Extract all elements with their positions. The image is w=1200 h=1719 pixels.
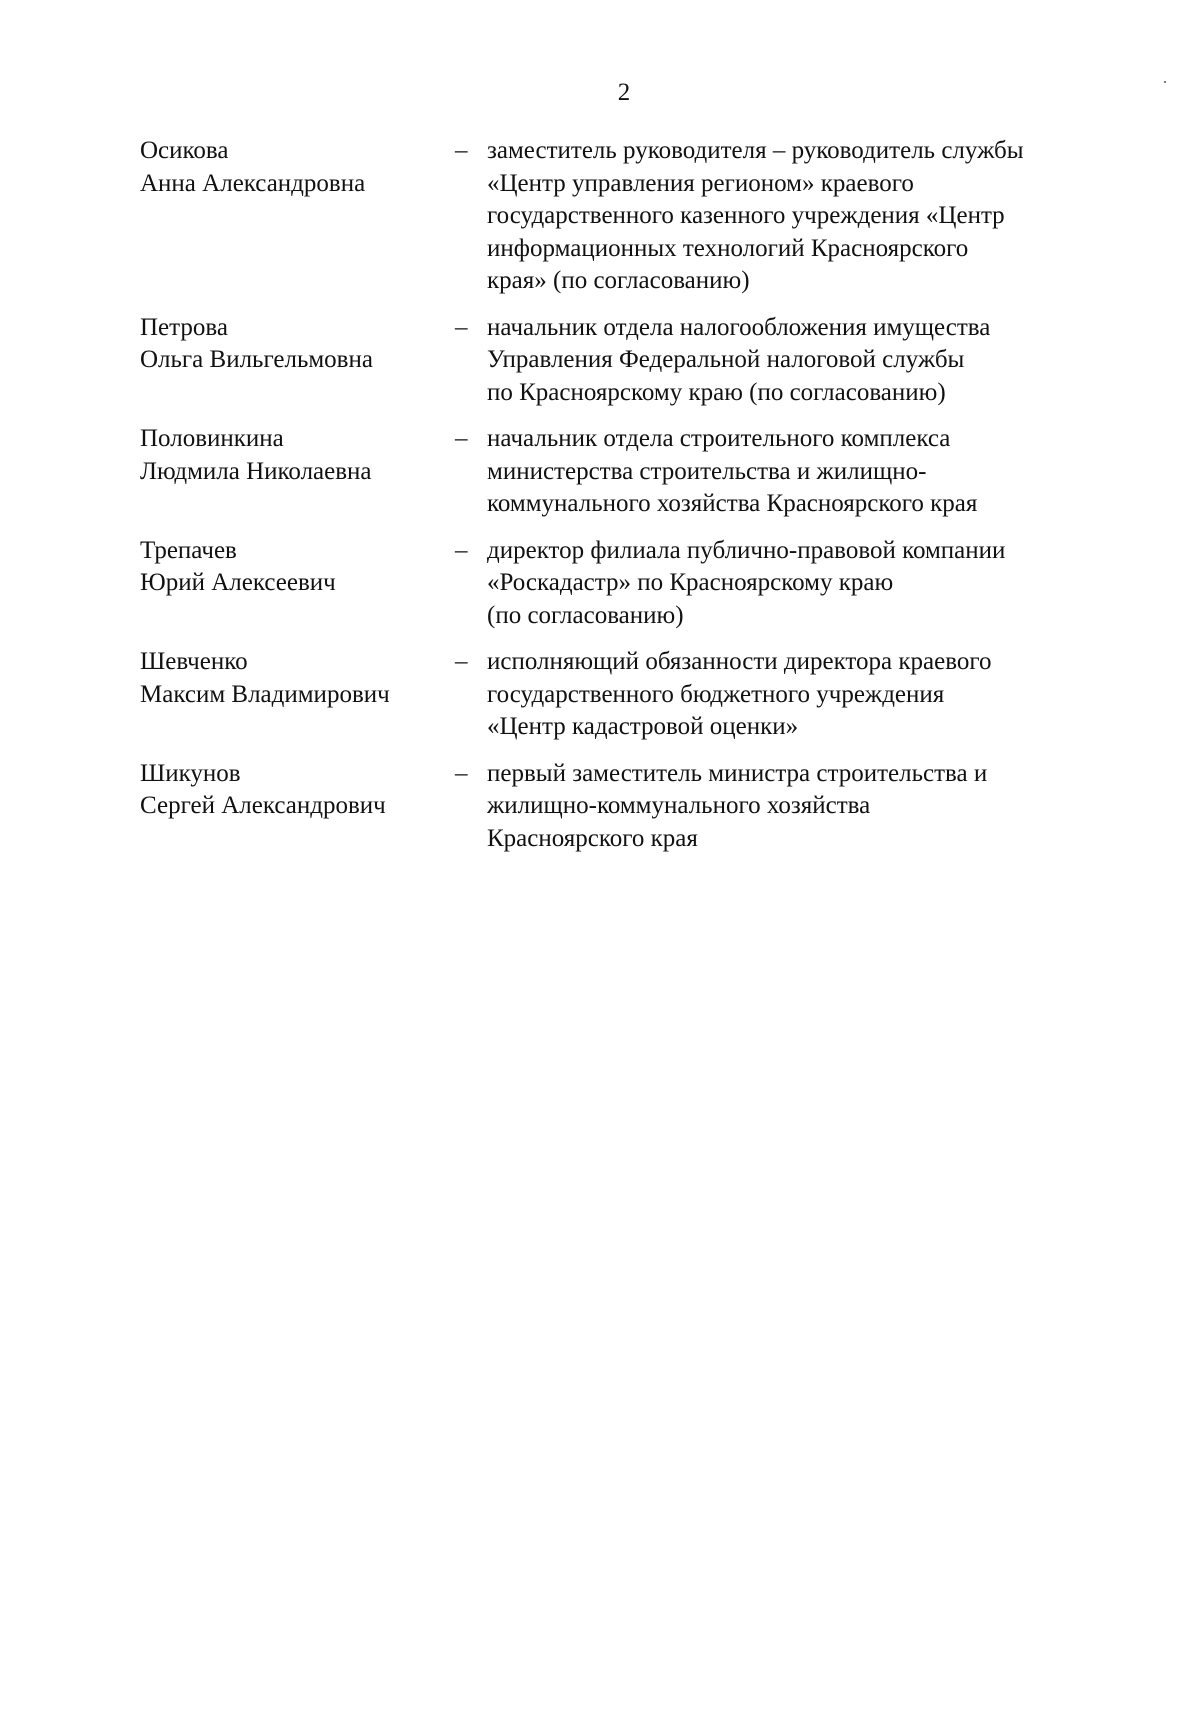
- position-line: начальник отдела строительного комплекса: [487, 425, 951, 452]
- member-given-names: Юрий Алексеевич: [140, 569, 336, 596]
- position-line: (по согласованию): [487, 601, 684, 629]
- member-name: [140, 646, 455, 744]
- position-line: директор филиала публично-правовой компании: [487, 536, 1006, 564]
- page-number: 2: [617, 79, 631, 106]
- position-line: по Красноярскому краю (по согласованию): [487, 378, 946, 406]
- member-position: [487, 423, 1140, 521]
- position-line: коммунального хозяйства Красноярского края: [487, 490, 978, 517]
- member-entry: [140, 312, 1140, 410]
- position-line: государственного казенного учреждения «Центр: [487, 202, 1005, 229]
- position-line: начальник отдела налогообложения имущества: [487, 313, 991, 341]
- member-name: [140, 423, 455, 521]
- member-given-names: Сергей Александрович: [140, 792, 386, 819]
- position-line: «Роскадастр» по Красноярскому краю: [487, 569, 894, 596]
- member-dash: –: [455, 759, 468, 787]
- member-entry: [140, 646, 1140, 744]
- position-line: «Центр управления регионом» краевого: [487, 169, 914, 197]
- member-entry: [140, 758, 1140, 856]
- position-line: края» (по согласованию): [487, 267, 750, 294]
- member-surname: Половинкина: [140, 425, 284, 452]
- position-line: министерства строительства и жилищно-: [487, 457, 927, 485]
- member-dash: –: [455, 648, 468, 675]
- member-given-names: Максим Владимирович: [140, 680, 390, 708]
- member-position: [487, 758, 1140, 856]
- position-line: Красноярского края: [487, 824, 698, 852]
- member-list: [140, 135, 1140, 869]
- member-surname: Петрова: [140, 313, 228, 341]
- member-surname: Шикунов: [140, 759, 241, 787]
- member-dash: –: [455, 313, 468, 341]
- member-name: [140, 758, 455, 856]
- position-line: «Центр кадастровой оценки»: [487, 713, 799, 740]
- member-given-names: Людмила Николаевна: [140, 457, 372, 485]
- position-line: Управления Федеральной налоговой службы: [487, 346, 965, 373]
- member-entry: [140, 423, 1140, 521]
- member-surname: Шевченко: [140, 648, 248, 675]
- member-name: [140, 312, 455, 410]
- member-given-names: Анна Александровна: [140, 169, 366, 197]
- position-line: исполняющий обязанности директора краевого: [487, 648, 992, 675]
- member-name: [140, 135, 455, 298]
- position-line: информационных технологий Красноярского: [487, 234, 969, 262]
- member-dash: –: [455, 137, 468, 164]
- member-position: [487, 312, 1140, 410]
- member-given-names: Ольга Вильгельмовна: [140, 346, 373, 373]
- position-line: заместитель руководителя – руководитель службы: [487, 137, 1024, 164]
- scan-speck: [1164, 81, 1166, 83]
- member-dash: –: [455, 425, 468, 452]
- position-line: первый заместитель министра строительства и: [487, 759, 988, 787]
- member-entry: [140, 535, 1140, 633]
- member-position: [487, 135, 1140, 298]
- member-entry: [140, 135, 1140, 298]
- member-surname: Осикова: [140, 137, 229, 164]
- member-position: [487, 646, 1140, 744]
- member-name: [140, 535, 455, 633]
- member-position: [487, 535, 1140, 633]
- member-surname: Трепачев: [140, 536, 237, 564]
- position-line: государственного бюджетного учреждения: [487, 680, 945, 708]
- position-line: жилищно-коммунального хозяйства: [487, 792, 871, 819]
- member-dash: –: [455, 536, 468, 564]
